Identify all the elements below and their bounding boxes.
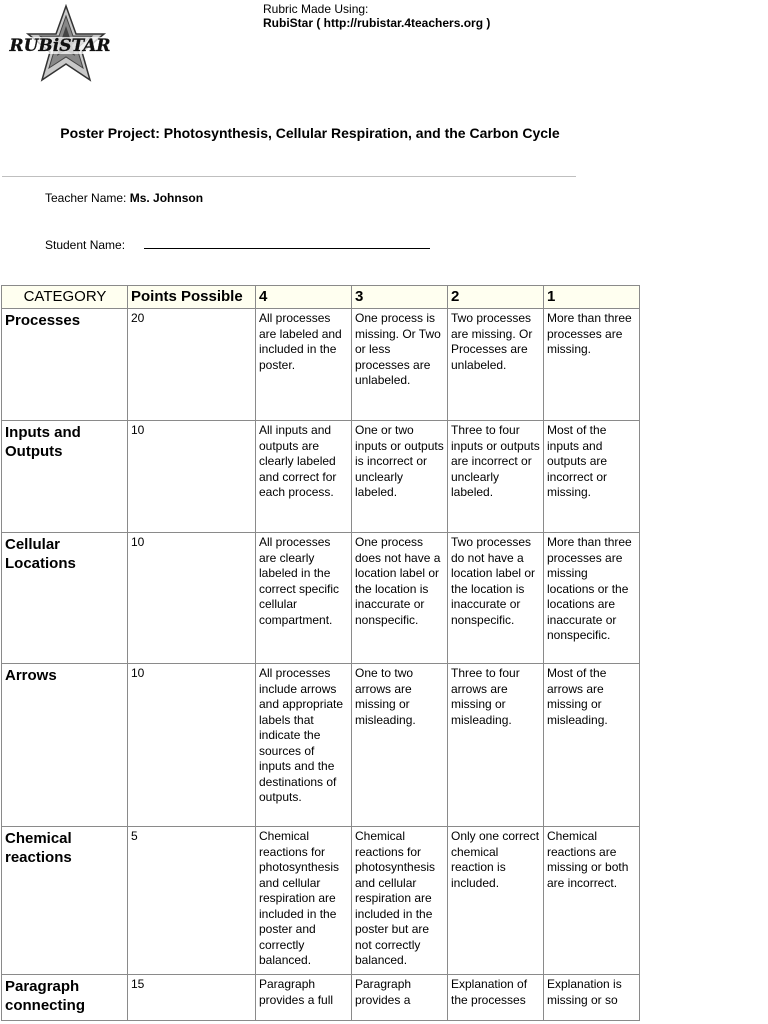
made-with-note: [263, 2, 490, 30]
row-category: Arrows: [2, 664, 128, 827]
row-category: Chemical reactions: [2, 827, 128, 975]
table-row: [2, 664, 640, 827]
row-points: 10: [128, 533, 256, 664]
header-points: Points Possible: [128, 286, 256, 309]
teacher-name-line: [45, 191, 203, 205]
header-score-4: 4: [256, 286, 352, 309]
row-score-3: One or two inputs or outputs is incorrect or unclearly labeled.: [352, 421, 448, 533]
row-score-2: Only one correct chemical reaction is included.: [448, 827, 544, 975]
row-score-4: All processes are clearly labeled in the correct specific cellular compartment.: [256, 533, 352, 664]
teacher-name-label: Teacher Name:: [45, 191, 127, 205]
row-score-2: Three to four inputs or outputs are incorrect or unclearly labeled.: [448, 421, 544, 533]
table-row: [2, 533, 640, 664]
teacher-name-value: Ms. Johnson: [129, 191, 204, 205]
logo-wordmark: RUBiSTAR: [9, 36, 111, 56]
row-score-3: Paragraph provides a: [352, 975, 448, 1021]
header-category: CATEGORY: [2, 286, 128, 309]
rubistar-logo: [4, 4, 116, 82]
table-row: [2, 975, 640, 1021]
row-score-1: More than three processes are missing locations or the locations are inaccurate or nonspecific.: [544, 533, 640, 664]
student-name-line: [45, 238, 430, 252]
row-category: Inputs and Outputs: [2, 421, 128, 533]
table-row: [2, 309, 640, 421]
student-name-label: Student Name:: [45, 238, 126, 252]
row-score-4: All processes include arrows and appropriate labels that indicate the sources of inputs and the destinations of outputs.: [256, 664, 352, 827]
page-title: Poster Project: Photosynthesis, Cellular Respiration, and the Carbon Cycle: [60, 125, 560, 141]
row-score-4: Paragraph provides a full: [256, 975, 352, 1021]
header-score-3: 3: [352, 286, 448, 309]
table-header-row: [2, 286, 640, 309]
row-category: Cellular Locations: [2, 533, 128, 664]
row-points: 15: [128, 975, 256, 1021]
made-with-label: Rubric Made Using:: [263, 2, 369, 16]
row-score-1: Chemical reactions are missing or both are incorrect.: [544, 827, 640, 975]
row-category: Paragraph connecting: [2, 975, 128, 1021]
table-row: [2, 827, 640, 975]
row-score-1: Most of the inputs and outputs are incorrect or missing.: [544, 421, 640, 533]
header-score-1: 1: [544, 286, 640, 309]
row-points: 5: [128, 827, 256, 975]
table-row: [2, 421, 640, 533]
row-score-2: Two processes do not have a location label or the location is inaccurate or nonspecific.: [448, 533, 544, 664]
row-score-3: One to two arrows are missing or misleading.: [352, 664, 448, 827]
row-score-2: Explanation of the processes: [448, 975, 544, 1021]
row-score-1: Explanation is missing or so: [544, 975, 640, 1021]
row-score-2: Two processes are missing. Or Processes are unlabeled.: [448, 309, 544, 421]
row-points: 10: [128, 421, 256, 533]
row-score-3: Chemical reactions for photosynthesis and cellular respiration are included in the poster but are not correctly balanced.: [352, 827, 448, 975]
rubric-table: [1, 285, 640, 1021]
row-score-1: More than three processes are missing.: [544, 309, 640, 421]
row-points: 20: [128, 309, 256, 421]
row-score-4: All inputs and outputs are clearly labeled and correct for each process.: [256, 421, 352, 533]
row-category: Processes: [2, 309, 128, 421]
row-score-2: Three to four arrows are missing or misleading.: [448, 664, 544, 827]
row-score-3: One process does not have a location label or the location is inaccurate or nonspecific.: [352, 533, 448, 664]
rubistar-link[interactable]: RubiStar ( http://rubistar.4teachers.org ): [263, 16, 491, 30]
header-score-2: 2: [448, 286, 544, 309]
row-points: 10: [128, 664, 256, 827]
row-score-4: All processes are labeled and included in the poster.: [256, 309, 352, 421]
row-score-4: Chemical reactions for photosynthesis and cellular respiration are included in the poster and correctly balanced.: [256, 827, 352, 975]
row-score-3: One process is missing. Or Two or less processes are unlabeled.: [352, 309, 448, 421]
student-name-blank: [144, 238, 430, 249]
row-score-1: Most of the arrows are missing or misleading.: [544, 664, 640, 827]
divider: [2, 176, 576, 177]
